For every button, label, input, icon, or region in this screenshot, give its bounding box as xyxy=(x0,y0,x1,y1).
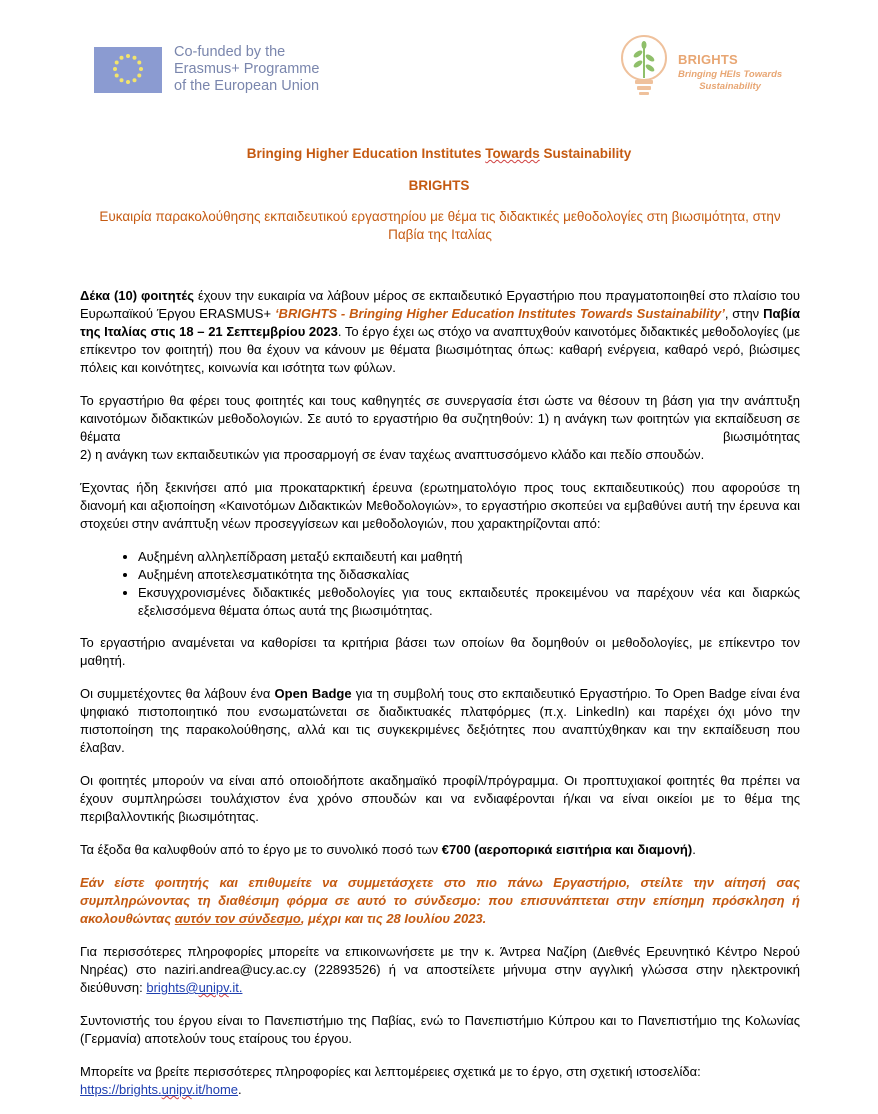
contact-email-link[interactable]: brights@unipv.it. xyxy=(146,980,243,995)
paragraph-partners: Συντονιστής του έργου είναι το Πανεπιστήμιο της Παβίας, ενώ το Πανεπιστήμιο Κύπρου και το Πανεπιστήμιο της Κολωνίας (Γερμανία) αποτελούν τους εταίρους του έργου. xyxy=(80,1013,800,1046)
document-subtitle: Ευκαιρία παρακολούθησης εκπαιδευτικού εργαστηρίου με θέμα τις διδακτικές μεθοδολογίες στη βιωσιμότητα, στην Παβία της Ιταλίας xyxy=(99,209,781,242)
paragraph-website: Μπορείτε να βρείτε περισσότερες πληροφορίες και λεπτομέρειες σχετικά με το έργο, στη σχετική ιστοσελίδα: https://brights.unipv.it/home. xyxy=(80,1064,701,1097)
spellcheck-word: Towards xyxy=(485,146,540,161)
application-link[interactable]: αυτόν τον σύνδεσμο xyxy=(174,911,301,926)
project-name: ‘BRIGHTS - Bringing Higher Education Institutes Towards Sustainability’ xyxy=(274,306,725,321)
brights-logo-tagline-2: Sustainability xyxy=(699,81,761,92)
paragraph-criteria: Το εργαστήριο αναμένεται να καθορίσει τα κριτήρια βάσει των οποίων θα δομηθούν οι μεθοδολογίες, με επίκεντρο τον μαθητή. xyxy=(80,635,800,668)
features-list xyxy=(80,548,800,620)
project-website-link[interactable]: https://brights.unipv.it/home xyxy=(80,1082,239,1097)
paragraph-intro: Δέκα (10) φοιτητές έχουν την ευκαιρία να λάβουν μέρος σε εκπαιδευτικό Εργαστήριο που πραγματοποιηθεί στο πλαίσιο του Ευρωπαϊκού Έργου ERASMUS+ ‘BRIGHTS - Bringing Higher Education Institutes Towards Sustainability’, στην Παβία της Ιταλίας στις 18 – 21 Σεπτεμβρίου 2023. Το έργο έχει ως στόχο να αναπτυχθούν καινοτόμες διδακτικές μεθοδολογίες (με επίκεντρο τον φοιτητή) που θα έχουν να κάνουν με θέματα βιωσιμότητας όπως: καθαρή ενέργεια, καθαρό νερό, βιώσιμες πόλεις και κοινότητες, κοινωνία και ισότητα των φύλων. xyxy=(80,288,800,375)
brights-logo xyxy=(616,32,782,103)
paragraph-workshop: Το εργαστήριο θα φέρει τους φοιτητές και τους καθηγητές σε συνεργασία έτσι ώστε να θέσουν τη βάση για την ανάπτυξη καινοτόμων διδακτικών μεθοδολογιών. Σε αυτό το εργαστήριο θα συζητηθούν: 1) η ανάγκη των φοιτητών για εκπαίδευση σε θέματα βιωσιμότητας 2) η ανάγκη των εκπαιδευτικών για προσαρμογή σε έναν ταχέως αναπτυσσόμενο κλάδο και πεδίο σπουδών. xyxy=(80,393,800,462)
lightbulb-plant-icon xyxy=(616,32,672,103)
paragraph-contact: Για περισσότερες πληροφορίες μπορείτε να επικοινωνήσετε με την κ. Άντρεα Ναζίρη (Διεθνές Ερευνητικό Κέντρο Νερού Νηρέας) στο naziri.andrea@ucy.ac.cy (22893526) ή να αποστείλετε μήνυμα στην αγγλική γλώσσα στην ηλεκτρονική διεύθυνση: brights@unipv.it. xyxy=(80,944,800,995)
document-body xyxy=(80,287,800,1114)
paragraph-open-badge: Οι συμμετέχοντες θα λάβουν ένα Open Badge για τη συμβολή τους στο εκπαιδευτικό Εργαστήριο. Το Open Badge είναι ένα ψηφιακό πιστοποιητικό που ενσωματώνεται σε διαδικτυακές πλατφόρμες (π.χ. LinkedIn) και παρέχει όχι μόνο την πιστοποίηση της παρακολούθησης, αλλά και τις συγκεκριμένες δεξιότητες που αναπτύχθηκαν και την εκπαίδευση που έλαβαν. xyxy=(80,686,800,755)
eu-logo-line-1: Co-funded by the xyxy=(174,44,286,60)
list-item: • Εκσυγχρονισμένες διδακτικές μεθοδολογίες για τους εκπαιδευτές προκειμένου να παρέχουν νέα και διαρκώς εξελισσόμενα θέματα όπως αυτά της βιωσιμότητας. xyxy=(138,584,800,620)
paragraph-research: Έχοντας ήδη ξεκινήσει από μια προκαταρκτική έρευνα (ερωτηματολόγιο προς τους εκπαιδευτικούς) που αφορούσε τη διανομή και αξιοποίηση «Καινοτόμων Διδακτικών Μεθοδολογιών», το εργαστήριο σκοπεύει να εμβαθύνει αυτή την έρευνα και στοχεύει στην ανάπτυξη νέων προσεγγίσεων και μεθοδολογιών, που χαρακτηρίζονται από: xyxy=(80,480,800,531)
eu-logo-line-2: Erasmus+ Programme xyxy=(174,61,320,77)
eu-logo-line-3: of the European Union xyxy=(174,78,320,94)
brights-logo-name: BRIGHTS xyxy=(678,52,738,67)
document-title: Bringing Higher Education Institutes Towards Sustainability xyxy=(246,146,632,161)
brights-logo-tagline-1: Bringing HEIs Towards xyxy=(678,69,783,80)
paragraph-costs: Τα έξοδα θα καλυφθούν από το έργο με το συνολικό ποσό των €700 (αεροπορικά εισιτήρια και διαμονή). xyxy=(80,842,696,857)
list-item: • Αυξημένη αποτελεσματικότητα της διδασκαλίας xyxy=(138,566,800,584)
eu-cofunded-logo xyxy=(94,44,319,95)
paragraph-apply: Εάν είστε φοιτητής και επιθυμείτε να συμμετάσχετε στο πιο πάνω Εργαστήριο, στείλτε την αίτησή σας συμπληρώνοντας τη διαθέσιμη φόρμα σε αυτό το σύνδεσμο: που επισυνάπτεται στην επίσημη πρόσκληση ή ακολουθώντας αυτόν τον σύνδεσμο, μέχρι και τις 28 Ιουλίου 2023. xyxy=(80,875,800,926)
project-acronym: BRIGHTS xyxy=(408,178,470,193)
paragraph-eligibility: Οι φοιτητές μπορούν να είναι από οποιοδήποτε ακαδημαϊκό προφίλ/πρόγραμμα. Οι προπτυχιακοί φοιτητές θα πρέπει να έχουν συμπληρώσει τουλάχιστον ένα χρόνο σπουδών και να ενδιαφέρονται ή/και να είναι οικείοι με το θέμα της περιβαλλοντικής βιωσιμότητας. xyxy=(80,773,800,824)
list-item: • Αυξημένη αλληλεπίδραση μεταξύ εκπαιδευτή και μαθητή xyxy=(138,548,800,566)
eu-flag-icon xyxy=(94,47,162,93)
